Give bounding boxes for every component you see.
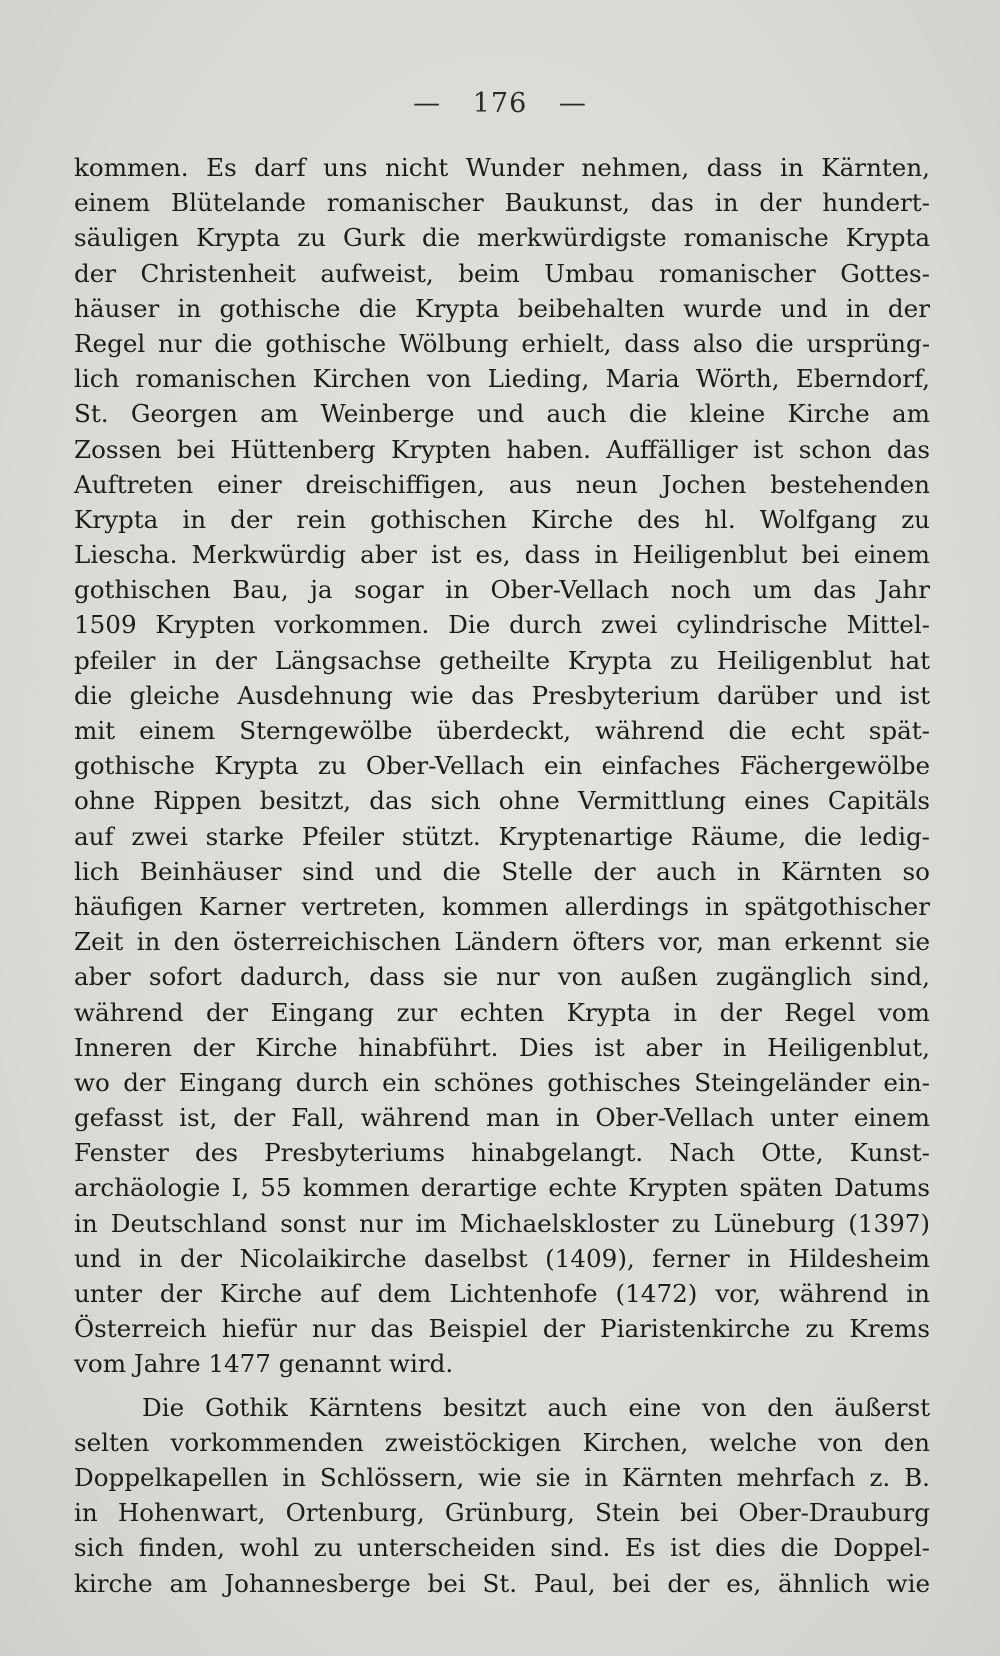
text-line: archäologie I, 55 kommen derartige echte Krypten späten Datums: [74, 1173, 930, 1203]
text-line: Österreich hiefür nur das Beispiel der Piaristenkirche zu Krems: [74, 1314, 930, 1344]
text-line: häuser in gothische die Krypta beibehalten wurde und in der: [74, 293, 930, 323]
text-line: kommen. Es darf uns nicht Wunder nehmen, dass in Kärnten,: [74, 153, 930, 182]
text-line: Zossen bei Hüttenberg Krypten haben. Auffälliger ist schon das: [74, 434, 930, 464]
paragraph: [74, 1390, 930, 1601]
text-line: St. Georgen am Weinberge und auch die kleine Kirche am: [74, 399, 930, 429]
text-line: Zeit in den österreichischen Ländern öfters vor, man erkennt sie: [74, 927, 930, 957]
text-line: selten vorkommenden zweistöckigen Kirchen, welche von den: [74, 1427, 930, 1457]
text-line: lich romanischen Kirchen von Lieding, Maria Wörth, Eberndorf,: [74, 364, 930, 394]
text-line: die gleiche Ausdehnung wie das Presbyterium darüber und ist: [74, 680, 930, 710]
text-line: Die Gothik Kärntens besitzt auch eine von den äußerst: [142, 1392, 930, 1422]
text-line: auf zwei starke Pfeiler stützt. Kryptenartige Räume, die ledig-: [74, 821, 930, 851]
text-line: 1509 Krypten vorkommen. Die durch zwei cylindrische Mittel-: [74, 610, 930, 640]
text-line: pfeiler in der Längsachse getheilte Krypta zu Heiligenblut hat: [74, 645, 930, 675]
text-line: Regel nur die gothische Wölbung erhielt, dass also die ursprüng-: [74, 328, 930, 358]
text-line: Liescha. Merkwürdig aber ist es, dass in Heiligenblut bei einem: [74, 540, 930, 570]
page-number: 176: [472, 88, 528, 119]
text-line: gefasst ist, der Fall, während man in Ober-Vellach unter einem: [74, 1103, 930, 1133]
text-line: der Christenheit aufweist, beim Umbau romanischer Gottes-: [74, 258, 930, 288]
text-line: und in der Nicolaikirche daselbst (1409), ferner in Hildesheim: [74, 1243, 930, 1273]
text-line: einem Blütelande romanischer Baukunst, das in der hundert-: [74, 188, 930, 218]
text-line: Auftreten einer dreischiffigen, aus neun Jochen bestehenden: [74, 469, 930, 499]
text-line: lich Beinhäuser sind und die Stelle der auch in Kärnten so: [74, 856, 930, 886]
text-line: vom Jahre 1477 genannt wird.: [74, 1349, 454, 1379]
paragraph-gap: [74, 1382, 930, 1390]
text-line: Doppelkapellen in Schlössern, wie sie in Kärnten mehrfach z. B.: [74, 1462, 930, 1492]
page-number-dash-right: —: [558, 88, 587, 119]
text-line: säuligen Krypta zu Gurk die merkwürdigste romanische Krypta: [74, 223, 930, 253]
body-text: [74, 150, 930, 1601]
text-line: häufigen Karner vertreten, kommen allerdings in spätgothischer: [74, 891, 930, 921]
text-line: in Hohenwart, Ortenburg, Grünburg, Stein bei Ober-Drauburg: [74, 1498, 930, 1528]
text-line: Fenster des Presbyteriums hinabgelangt. Nach Otte, Kunst-: [74, 1138, 930, 1168]
text-line: in Deutschland sonst nur im Michaelskloster zu Lüneburg (1397): [74, 1208, 930, 1238]
text-line: gothische Krypta zu Ober-Vellach ein einfaches Fächergewölbe: [74, 751, 930, 781]
text-line: während der Eingang zur echten Krypta in der Regel vom: [74, 997, 930, 1027]
text-line: ohne Rippen besitzt, das sich ohne Vermittlung eines Capitäls: [74, 786, 930, 816]
page-number-header: [0, 88, 1000, 119]
text-line: wo der Eingang durch ein schönes gothisches Steingeländer ein-: [74, 1067, 930, 1097]
text-line: mit einem Sterngewölbe überdeckt, während die echt spät-: [74, 716, 930, 745]
page-number-dash-left: —: [413, 88, 442, 119]
text-line: Krypta in der rein gothischen Kirche des hl. Wolfgang zu: [74, 504, 930, 534]
text-line: unter der Kirche auf dem Lichtenhofe (1472) vor, während in: [74, 1279, 930, 1308]
text-line: aber sofort dadurch, dass sie nur von außen zugänglich sind,: [74, 962, 930, 992]
text-line: sich finden, wohl zu unterscheiden sind. Es ist dies die Doppel-: [74, 1533, 930, 1563]
text-line: kirche am Johannesberge bei St. Paul, bei der es, ähnlich wie: [74, 1568, 930, 1598]
text-line: gothischen Bau, ja sogar in Ober-Vellach noch um das Jahr: [74, 575, 930, 605]
text-line: Inneren der Kirche hinabführt. Dies ist aber in Heiligenblut,: [74, 1032, 930, 1062]
paragraph: [74, 150, 930, 1382]
